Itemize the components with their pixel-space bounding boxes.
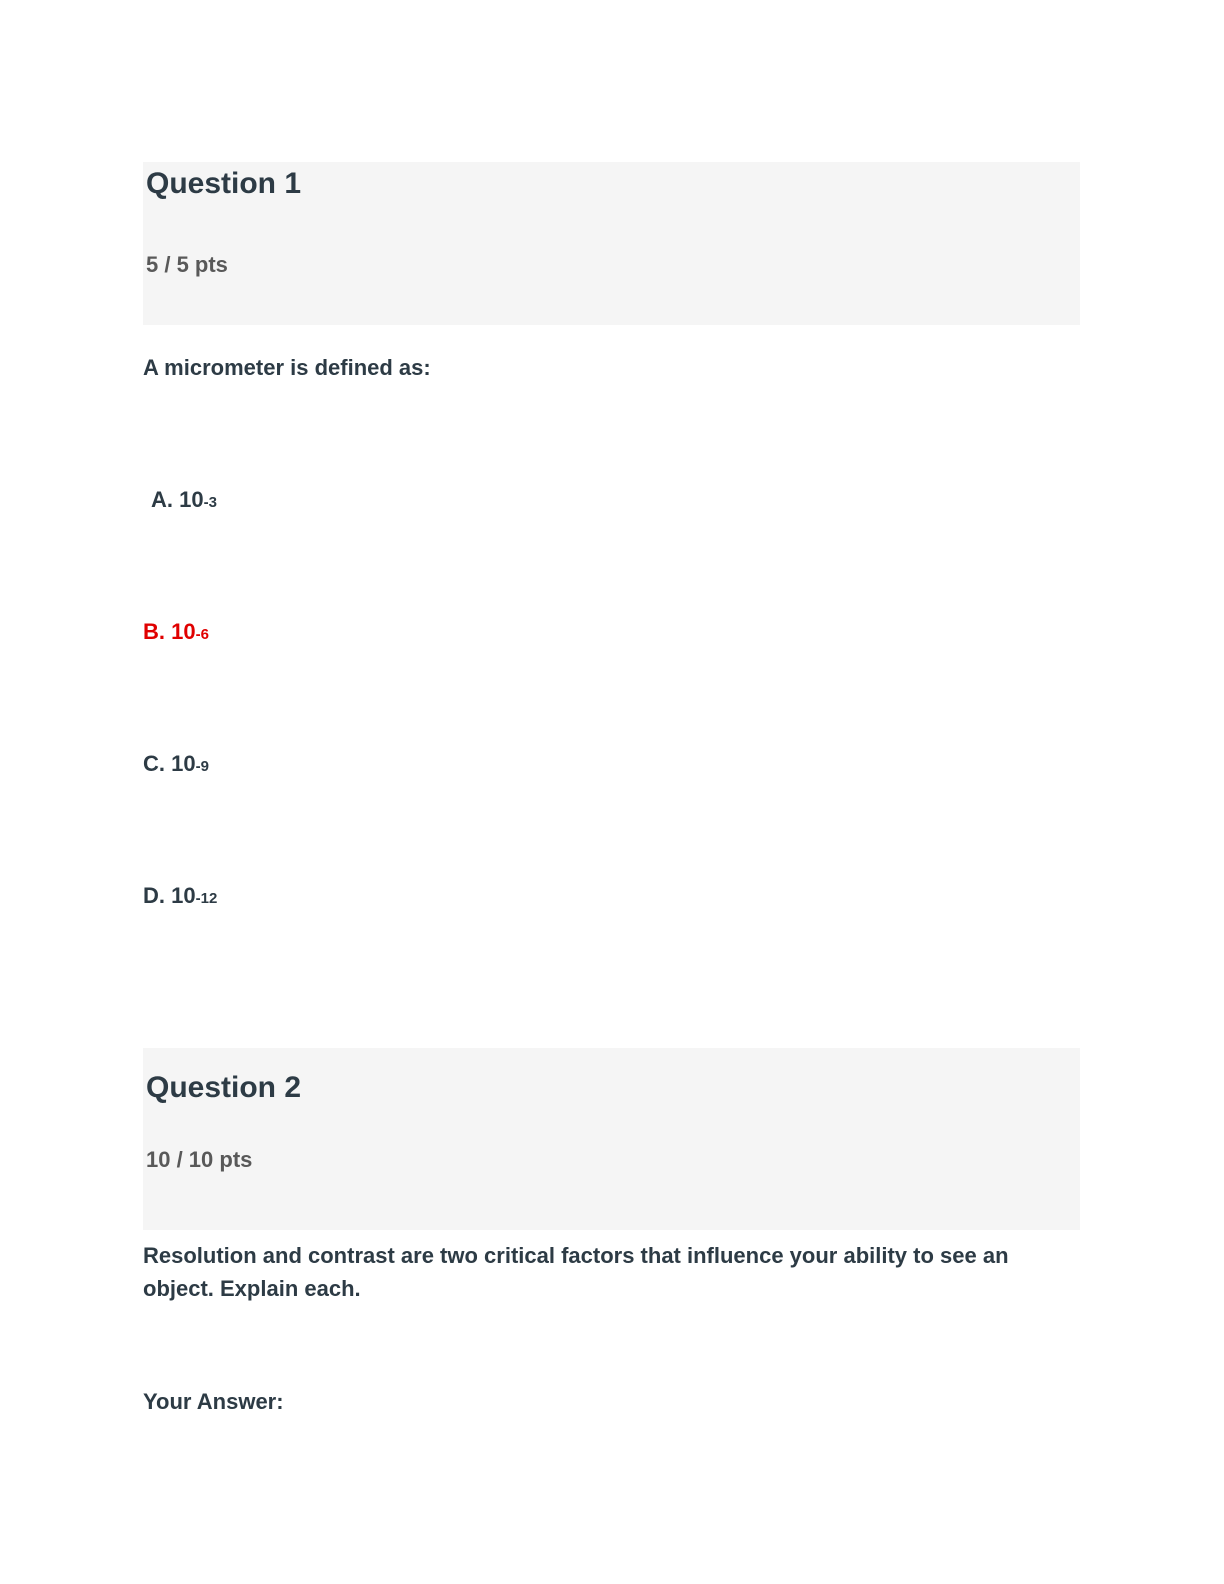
- question-2-text: Resolution and contrast are two critical factors that influence your ability to see an object. Explain each.: [143, 1243, 1009, 1301]
- option-c-value: 10-9: [171, 751, 209, 776]
- option-a-value: 10-3: [179, 487, 217, 512]
- answer-option-c: [143, 751, 1080, 779]
- your-answer-label: Your Answer:: [143, 1389, 284, 1414]
- question-2-points: 10 / 10 pts: [146, 1147, 253, 1172]
- answer-option-a: [143, 487, 1080, 515]
- question-2-section: [143, 1048, 1080, 1415]
- option-a-letter: A.: [151, 487, 173, 512]
- answer-option-d: [143, 883, 1080, 911]
- option-c-letter: C.: [143, 751, 165, 776]
- option-d-letter: D.: [143, 883, 165, 908]
- option-d-exponent: -12: [195, 890, 218, 907]
- question-1-section: [143, 162, 1080, 911]
- option-b-exponent: -6: [195, 626, 209, 643]
- question-2-header: [143, 1048, 1080, 1230]
- option-b-value: 10-6: [171, 619, 209, 644]
- answer-option-b-selected: [143, 619, 1080, 647]
- option-a-exponent: -3: [203, 494, 217, 511]
- option-c-exponent: -9: [195, 758, 209, 775]
- question-1-points: 5 / 5 pts: [146, 252, 228, 277]
- option-d-value: 10-12: [171, 883, 218, 908]
- quiz-content-column: [143, 0, 1080, 1415]
- question-1-text: A micrometer is defined as:: [143, 355, 431, 380]
- question-1-header: [143, 162, 1080, 325]
- question-1-options: [143, 487, 1080, 911]
- question-1-title: Question 1: [146, 167, 302, 200]
- option-b-letter: B.: [143, 619, 165, 644]
- question-2-title: Question 2: [146, 1071, 302, 1104]
